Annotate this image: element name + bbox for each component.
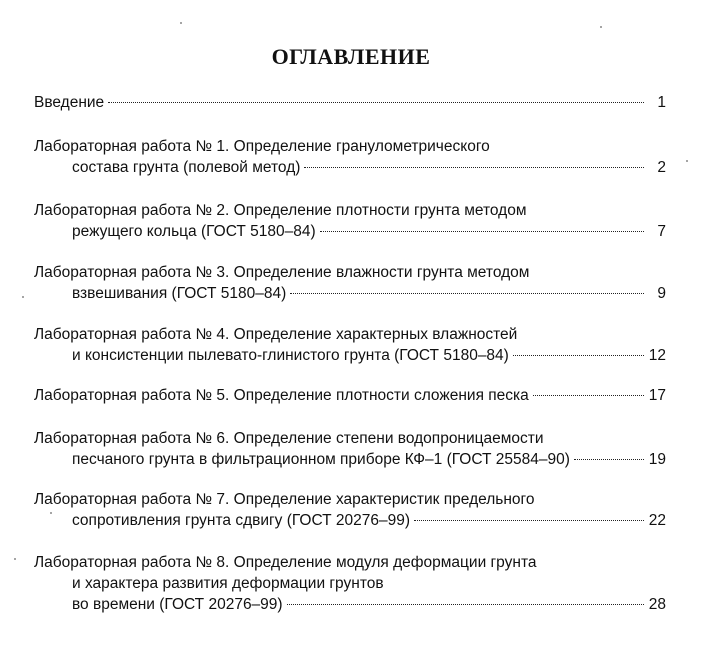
dot-leader [304,167,644,168]
scan-speck [14,558,16,560]
toc-page-number: 1 [657,94,666,111]
toc-entry-lab-3[interactable] [34,262,666,304]
toc-entry-lab-7[interactable] [34,489,666,531]
toc-entry-lab-4[interactable] [34,324,666,366]
dot-leader [574,459,644,460]
toc-page-number: 2 [657,159,666,176]
dot-leader [513,355,644,356]
dot-leader [287,604,644,605]
toc-entry-text: во времени (ГОСТ 20276–99) [72,596,283,613]
toc-entry-text: взвешивания (ГОСТ 5180–84) [72,285,287,302]
dot-leader [414,520,644,521]
toc-entry-text: песчаного грунта в фильтрационном приборе КФ–1 (ГОСТ 25584–90) [72,451,570,468]
dot-leader [290,293,644,294]
toc-entry-lab-1[interactable] [34,136,666,178]
page-title: ОГЛАВЛЕНИЕ [271,44,431,69]
scan-speck [50,512,52,514]
toc-page-number: 17 [648,387,666,404]
toc-entry-text: Лабораторная работа № 4. Определение характерных влажностей [34,326,518,343]
toc-entry-text: режущего кольца (ГОСТ 5180–84) [72,223,316,240]
toc-entry-text: Лабораторная работа № 1. Определение гранулометрического [34,138,490,155]
toc-page-number: 9 [657,285,666,302]
toc-entry-text: Лабораторная работа № 5. Определение плотности сложения песка [34,387,529,404]
toc-entry-lab-2[interactable] [34,200,666,242]
toc-entry-lab-8[interactable] [34,552,666,615]
toc-entry-text: Лабораторная работа № 6. Определение степени водопроницаемости [34,430,544,447]
toc-page-number: 22 [648,512,666,529]
scan-speck [600,26,602,28]
toc-entry-text: сопротивления грунта сдвигу (ГОСТ 20276–99) [72,512,411,529]
toc-entry-lab-5[interactable] [34,385,666,406]
toc-page-number: 28 [648,596,666,613]
toc-entry-text: Лабораторная работа № 3. Определение влажности грунта методом [34,264,530,281]
toc-entry-text: состава грунта (полевой метод) [72,159,301,176]
toc-page-number: 12 [648,347,666,364]
toc-entry-lab-6[interactable] [34,428,666,470]
dot-leader [108,102,644,103]
dot-leader [533,395,644,396]
toc-entry-text: Лабораторная работа № 7. Определение характеристик предельного [34,491,535,508]
dot-leader [320,231,644,232]
toc-entry-text: Лабораторная работа № 8. Определение модуля деформации грунта [34,554,537,571]
toc-entry-introduction[interactable] [34,92,666,113]
toc-entry-text: и консистенции пылевато-глинистого грунта (ГОСТ 5180–84) [72,347,509,364]
toc-entry-text: Лабораторная работа № 2. Определение плотности грунта методом [34,202,527,219]
scan-speck [180,22,182,24]
toc-entry-text: и характера развития деформации грунтов [72,575,384,592]
scan-speck [22,296,24,298]
toc-entry-text: Введение [34,94,105,111]
toc-page-number: 19 [648,451,666,468]
scan-speck [686,160,688,162]
toc-page-number: 7 [657,223,666,240]
